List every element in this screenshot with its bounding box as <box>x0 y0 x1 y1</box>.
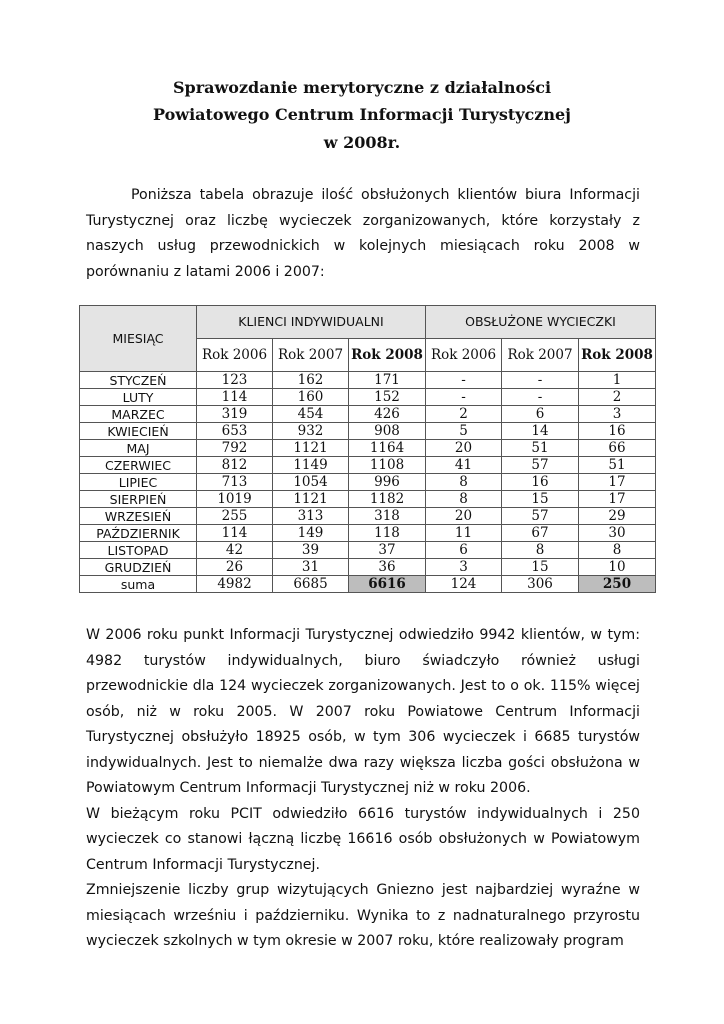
value-cell: 1149 <box>273 457 349 474</box>
value-cell: 114 <box>197 525 273 542</box>
table-row <box>80 491 656 508</box>
month-cell: KWIECIEŃ <box>80 423 197 440</box>
value-cell: 713 <box>197 474 273 491</box>
month-header: MIESIĄC <box>80 306 197 372</box>
value-cell: 118 <box>349 525 426 542</box>
value-cell: - <box>502 372 579 389</box>
body-paragraph-2: W bieżącym roku PCIT odwiedziło 6616 turystów indywidualnych i 250 wycieczek co stanowi łączną liczbę 16616 osób obsłużonych w Powiatowym Centrum Informacji Turystycznej. <box>86 805 640 873</box>
value-cell: - <box>502 389 579 406</box>
value-cell: 5 <box>426 423 502 440</box>
body-paragraph-3: Zmniejszenie liczby grup wizytujących Gniezno jest najbardziej wyraźne w miesiącach wrześniu i październiku. Wynika to z nadnaturalnego przyrostu wycieczek szkolnych w tym okresie w 2007 roku, które realizowały program <box>86 882 640 949</box>
sum-row <box>80 576 656 593</box>
value-cell: 454 <box>273 406 349 423</box>
value-cell: 2 <box>426 406 502 423</box>
value-cell: 6616 <box>349 576 426 593</box>
value-cell: 41 <box>426 457 502 474</box>
month-cell: PAŹDZIERNIK <box>80 525 197 542</box>
value-cell: 36 <box>349 559 426 576</box>
month-cell: MARZEC <box>80 406 197 423</box>
value-cell: 152 <box>349 389 426 406</box>
value-cell: 908 <box>349 423 426 440</box>
value-cell: 26 <box>197 559 273 576</box>
value-cell: 1182 <box>349 491 426 508</box>
statistics-table <box>79 305 656 593</box>
value-cell: 250 <box>579 576 656 593</box>
value-cell: 996 <box>349 474 426 491</box>
table-row <box>80 372 656 389</box>
value-cell: 1 <box>579 372 656 389</box>
value-cell: 160 <box>273 389 349 406</box>
month-cell: LUTY <box>80 389 197 406</box>
sub-header: Rok 2006 <box>426 339 502 372</box>
body-text <box>86 623 640 955</box>
month-cell: WRZESIEŃ <box>80 508 197 525</box>
value-cell: 1108 <box>349 457 426 474</box>
month-cell: GRUDZIEŃ <box>80 559 197 576</box>
table-row <box>80 457 656 474</box>
value-cell: 6685 <box>273 576 349 593</box>
value-cell: 8 <box>426 474 502 491</box>
report-title-line-2: Powiatowego Centrum Informacji Turystycznej <box>153 105 571 124</box>
value-cell: 20 <box>426 440 502 457</box>
month-cell: CZERWIEC <box>80 457 197 474</box>
value-cell: 1054 <box>273 474 349 491</box>
sub-header: Rok 2007 <box>502 339 579 372</box>
value-cell: - <box>426 389 502 406</box>
table-row <box>80 474 656 491</box>
value-cell: 11 <box>426 525 502 542</box>
table-row <box>80 525 656 542</box>
value-cell: - <box>426 372 502 389</box>
value-cell: 20 <box>426 508 502 525</box>
value-cell: 57 <box>502 508 579 525</box>
value-cell: 51 <box>502 440 579 457</box>
value-cell: 17 <box>579 491 656 508</box>
report-title-line-3: w 2008r. <box>323 133 401 152</box>
group-header-tours: OBSŁUŻONE WYCIECZKI <box>426 306 656 339</box>
table-row <box>80 508 656 525</box>
month-cell: MAJ <box>80 440 197 457</box>
value-cell: 171 <box>349 372 426 389</box>
value-cell: 812 <box>197 457 273 474</box>
value-cell: 114 <box>197 389 273 406</box>
value-cell: 6 <box>426 542 502 559</box>
table-row <box>80 542 656 559</box>
sub-header: Rok 2007 <box>273 339 349 372</box>
value-cell: 1164 <box>349 440 426 457</box>
value-cell: 124 <box>426 576 502 593</box>
value-cell: 57 <box>502 457 579 474</box>
value-cell: 66 <box>579 440 656 457</box>
table-row <box>80 440 656 457</box>
value-cell: 16 <box>579 423 656 440</box>
month-cell: STYCZEŃ <box>80 372 197 389</box>
sub-header: Rok 2008 <box>349 339 426 372</box>
month-cell: LISTOPAD <box>80 542 197 559</box>
value-cell: 10 <box>579 559 656 576</box>
value-cell: 67 <box>502 525 579 542</box>
value-cell: 306 <box>502 576 579 593</box>
value-cell: 313 <box>273 508 349 525</box>
value-cell: 8 <box>426 491 502 508</box>
month-cell: suma <box>80 576 197 593</box>
body-paragraph-1: W 2006 roku punkt Informacji Turystycznej odwiedziło 9942 klientów, w tym: 4982 turystów indywidualnych, biuro świadczyło również usługi przewodnickie dla 124 wycieczek zorganizowanych. Jest to o ok. 115% więcej osób, niż w roku 2005. W 2007 roku Powiatowe Centrum Informacji Turystycznej obsłużyło 18925 osób, w tym 306 wycieczek i 6685 turystów indywidualnych. Jest to niemalże dwa razy większa liczba gości obsłużona w Powiatowym Centrum Informacji Turystycznej niż w roku 2006. <box>86 627 640 796</box>
value-cell: 123 <box>197 372 273 389</box>
value-cell: 8 <box>579 542 656 559</box>
value-cell: 15 <box>502 491 579 508</box>
value-cell: 30 <box>579 525 656 542</box>
value-cell: 31 <box>273 559 349 576</box>
value-cell: 318 <box>349 508 426 525</box>
value-cell: 1121 <box>273 440 349 457</box>
value-cell: 3 <box>426 559 502 576</box>
group-header-clients: KLIENCI INDYWIDUALNI <box>197 306 426 339</box>
intro-paragraph: Poniższa tabela obrazuje ilość obsłużonych klientów biura Informacji Turystycznej oraz liczbę wycieczek zorganizowanych, które korzystały z naszych usług przewodnickich w kolejnych miesiącach roku 2008 w porównaniu z latami 2006 i 2007: <box>86 187 640 280</box>
value-cell: 932 <box>273 423 349 440</box>
value-cell: 792 <box>197 440 273 457</box>
sub-header: Rok 2008 <box>579 339 656 372</box>
value-cell: 255 <box>197 508 273 525</box>
report-title-line-1: Sprawozdanie merytoryczne z działalności <box>172 78 552 97</box>
value-cell: 1121 <box>273 491 349 508</box>
value-cell: 29 <box>579 508 656 525</box>
value-cell: 426 <box>349 406 426 423</box>
value-cell: 6 <box>502 406 579 423</box>
value-cell: 16 <box>502 474 579 491</box>
value-cell: 1019 <box>197 491 273 508</box>
month-cell: SIERPIEŃ <box>80 491 197 508</box>
value-cell: 8 <box>502 542 579 559</box>
value-cell: 653 <box>197 423 273 440</box>
value-cell: 149 <box>273 525 349 542</box>
value-cell: 319 <box>197 406 273 423</box>
table-row <box>80 406 656 423</box>
value-cell: 14 <box>502 423 579 440</box>
value-cell: 37 <box>349 542 426 559</box>
value-cell: 4982 <box>197 576 273 593</box>
value-cell: 17 <box>579 474 656 491</box>
table-row <box>80 389 656 406</box>
value-cell: 15 <box>502 559 579 576</box>
value-cell: 3 <box>579 406 656 423</box>
value-cell: 51 <box>579 457 656 474</box>
sub-header: Rok 2006 <box>197 339 273 372</box>
value-cell: 42 <box>197 542 273 559</box>
value-cell: 39 <box>273 542 349 559</box>
table-row <box>80 559 656 576</box>
value-cell: 162 <box>273 372 349 389</box>
table-row <box>80 423 656 440</box>
month-cell: LIPIEC <box>80 474 197 491</box>
value-cell: 2 <box>579 389 656 406</box>
